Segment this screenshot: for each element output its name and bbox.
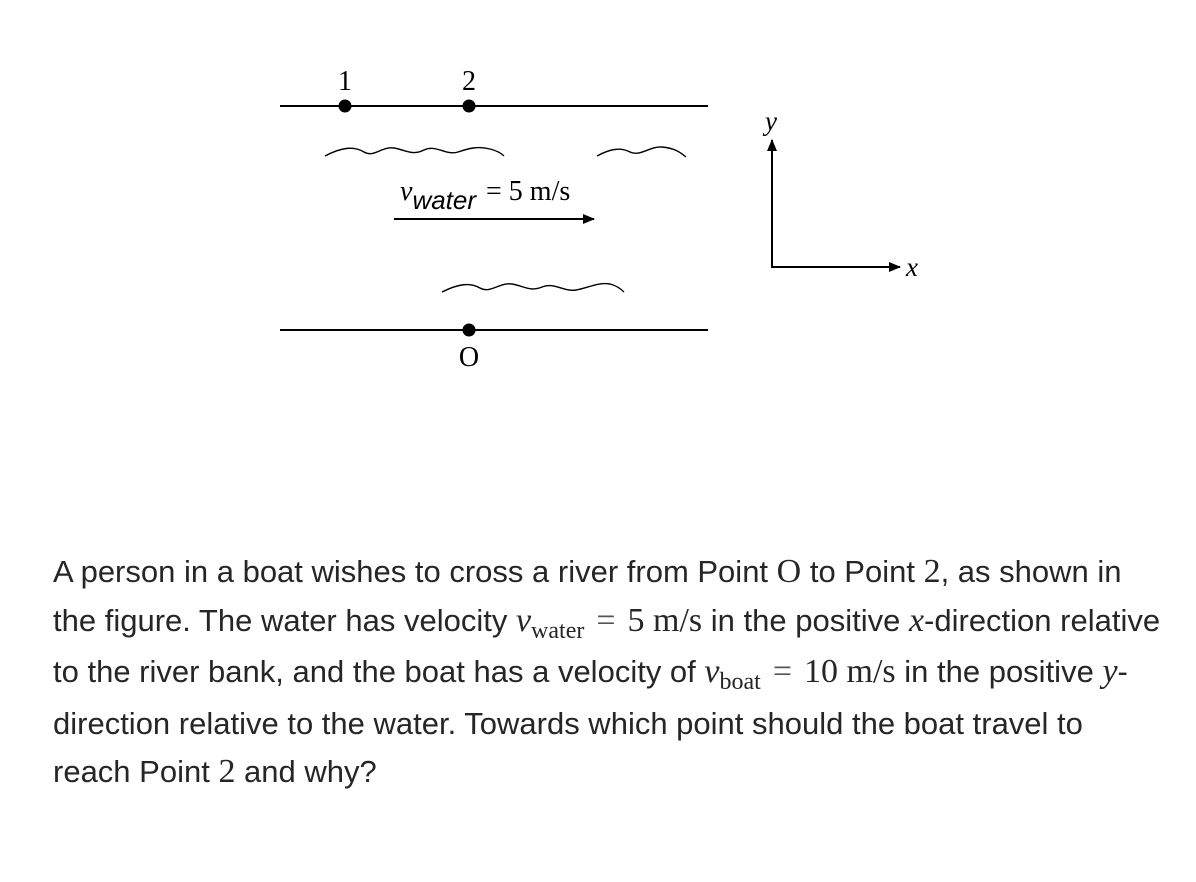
water-velocity-label — [400, 176, 570, 215]
question-segment: -direction relative to the river bank, and the boat has a velocity of — [53, 602, 1161, 689]
question-segment: in the positive — [702, 602, 909, 638]
y-axis-label: y — [765, 106, 777, 136]
water-velocity-subscript: water — [531, 617, 585, 644]
question-segment: A person in a boat wishes to cross a river from Point — [53, 554, 777, 589]
water-velocity-value: 5 m/s — [627, 601, 703, 639]
water-ripple — [325, 148, 504, 156]
question-segment: in the positive — [895, 654, 1103, 689]
point-2-dot — [463, 100, 476, 113]
point-2-label: 2 — [462, 66, 476, 97]
question-segment: -direction relative to the water. Towards which point should the boat travel to reach Point — [53, 654, 1128, 789]
boat-velocity-subscript: boat — [719, 669, 761, 695]
water-ripple — [442, 284, 624, 292]
question-text — [53, 548, 1163, 797]
water-velocity-symbol: v — [515, 601, 532, 639]
question-segment: to Point — [801, 554, 924, 589]
water-ripple — [597, 147, 686, 157]
velocity-symbol: v — [400, 176, 413, 207]
boat-velocity-value: 10 m/s — [804, 653, 896, 690]
x-direction-symbol: x — [908, 601, 925, 639]
point-1-label: 1 — [338, 66, 352, 97]
point-2-ref: 2 — [923, 553, 941, 590]
boat-velocity-symbol: v — [704, 653, 720, 690]
velocity-subscript: water — [412, 185, 477, 215]
point-o-dot — [463, 324, 476, 337]
equals-sign: = — [772, 653, 793, 690]
x-axis-label: x — [906, 252, 918, 282]
velocity-value: = 5 m/s — [486, 176, 571, 207]
y-direction-symbol: y — [1102, 653, 1118, 690]
point-2-ref: 2 — [218, 753, 236, 790]
question-segment: and why? — [235, 754, 377, 789]
equals-sign: = — [596, 601, 616, 639]
point-1-dot — [339, 100, 352, 113]
question-segment: , as shown in the figure. The water has velocity — [53, 554, 1122, 638]
point-o-ref: O — [776, 553, 802, 590]
point-o-label: O — [458, 342, 480, 373]
